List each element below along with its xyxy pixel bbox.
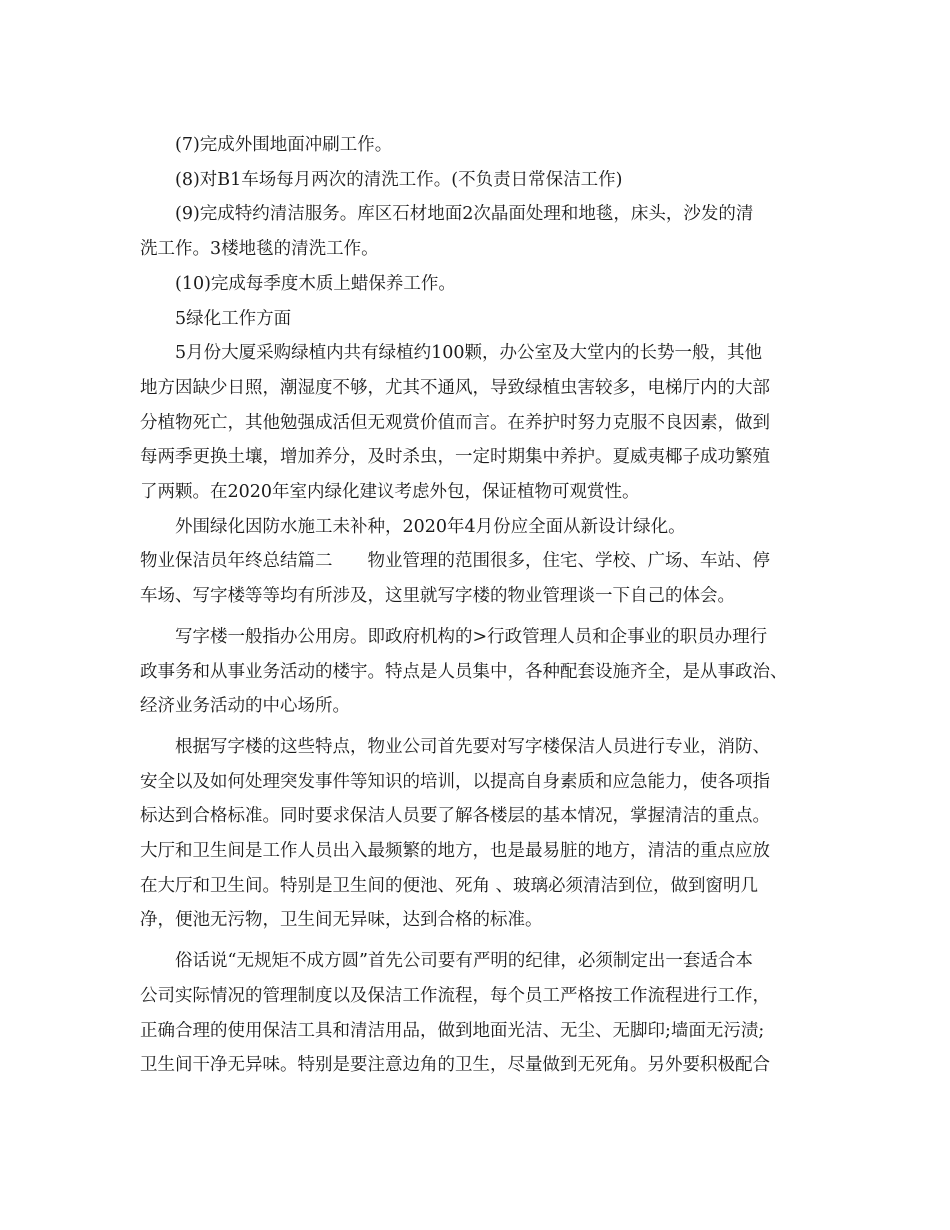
text-line: 物业保洁员年终总结篇二 物业管理的范围很多，住宅、学校、广场、车站、停 bbox=[140, 551, 770, 572]
text-line: 在大厅和卫生间。特别是卫生间的便池、死角 、玻璃必须清洁到位，做到窗明几 bbox=[140, 875, 759, 896]
text-line: 俗话说“无规矩不成方圆”首先公司要有严明的纪律，必须制定出一套适合本 bbox=[175, 951, 753, 972]
text-line: 分植物死亡，其他勉强成活但无观赏价值而言。在养护时努力克服不良因素，做到 bbox=[140, 412, 770, 433]
text-line: 净，便池无污物，卫生间无异味，达到合格的标准。 bbox=[140, 910, 543, 931]
text-line: 大厅和卫生间是工作人员出入最频繁的地方，也是最易脏的地方，清洁的重点应放 bbox=[140, 841, 770, 862]
text-line: (7)完成外围地面冲刷工作。 bbox=[175, 135, 393, 155]
text-line: 洗工作。3楼地毯的清洗工作。 bbox=[140, 239, 379, 260]
text-line: 正确合理的使用保洁工具和清洁用品，做到地面光洁、无尘、无脚印;墙面无污渍; bbox=[140, 1020, 765, 1041]
section-heading: 5绿化工作方面 bbox=[175, 308, 292, 329]
text-line: 经济业务活动的中心场所。 bbox=[140, 696, 350, 717]
text-line: 公司实际情况的管理制度以及保洁工作流程，每个员工严格按工作流程进行工作， bbox=[140, 985, 770, 1006]
text-line: 根据写字楼的这些特点，物业公司首先要对写字楼保洁人员进行专业，消防、 bbox=[175, 736, 770, 757]
text-line: 了两颗。在2020年室内绿化建议考虑外包，保证植物可观赏性。 bbox=[140, 482, 640, 503]
text-line: 车场、写字楼等等均有所涉及，这里就写字楼的物业管理谈一下自己的体会。 bbox=[140, 586, 735, 607]
text-line: (10)完成每季度木质上蜡保养工作。 bbox=[175, 273, 456, 294]
document-body bbox=[140, 128, 830, 1083]
text-line: (9)完成特约清洁服务。库区石材地面2次晶面处理和地毯，床头，沙发的清 bbox=[175, 204, 754, 225]
text-line: 政事务和从事业务活动的楼宇。特点是人员集中，各种配套设施齐全，是从事政治、 bbox=[140, 661, 788, 682]
text-line: 写字楼一般指办公用房。即政府机构的>行政管理人员和企事业的职员办理行 bbox=[175, 626, 768, 647]
text-line: 外围绿化因防水施工未补种，2020年4月份应全面从新设计绿化。 bbox=[175, 516, 686, 537]
text-line: 5月份大厦采购绿植内共有绿植约100颗，办公室及大堂内的长势一般，其他 bbox=[175, 343, 763, 364]
text-line: (8)对B1车场每月两次的清洗工作。(不负责日常保洁工作) bbox=[175, 169, 623, 190]
text-line: 地方因缺少日照，潮湿度不够，尤其不通风，导致绿植虫害较多，电梯厅内的大部 bbox=[140, 377, 770, 398]
text-line: 卫生间干净无异味。特别是要注意边角的卫生，尽量做到无死角。另外要积极配合 bbox=[140, 1055, 770, 1076]
text-line: 安全以及如何处理突发事件等知识的培训，以提高自身素质和应急能力，使各项指 bbox=[140, 771, 770, 792]
text-line: 标达到合格标准。同时要求保洁人员要了解各楼层的基本情况，掌握清洁的重点。 bbox=[140, 806, 770, 827]
text-line: 每两季更换土壤，增加养分，及时杀虫，一定时期集中养护。夏威夷椰子成功繁殖 bbox=[140, 447, 770, 468]
